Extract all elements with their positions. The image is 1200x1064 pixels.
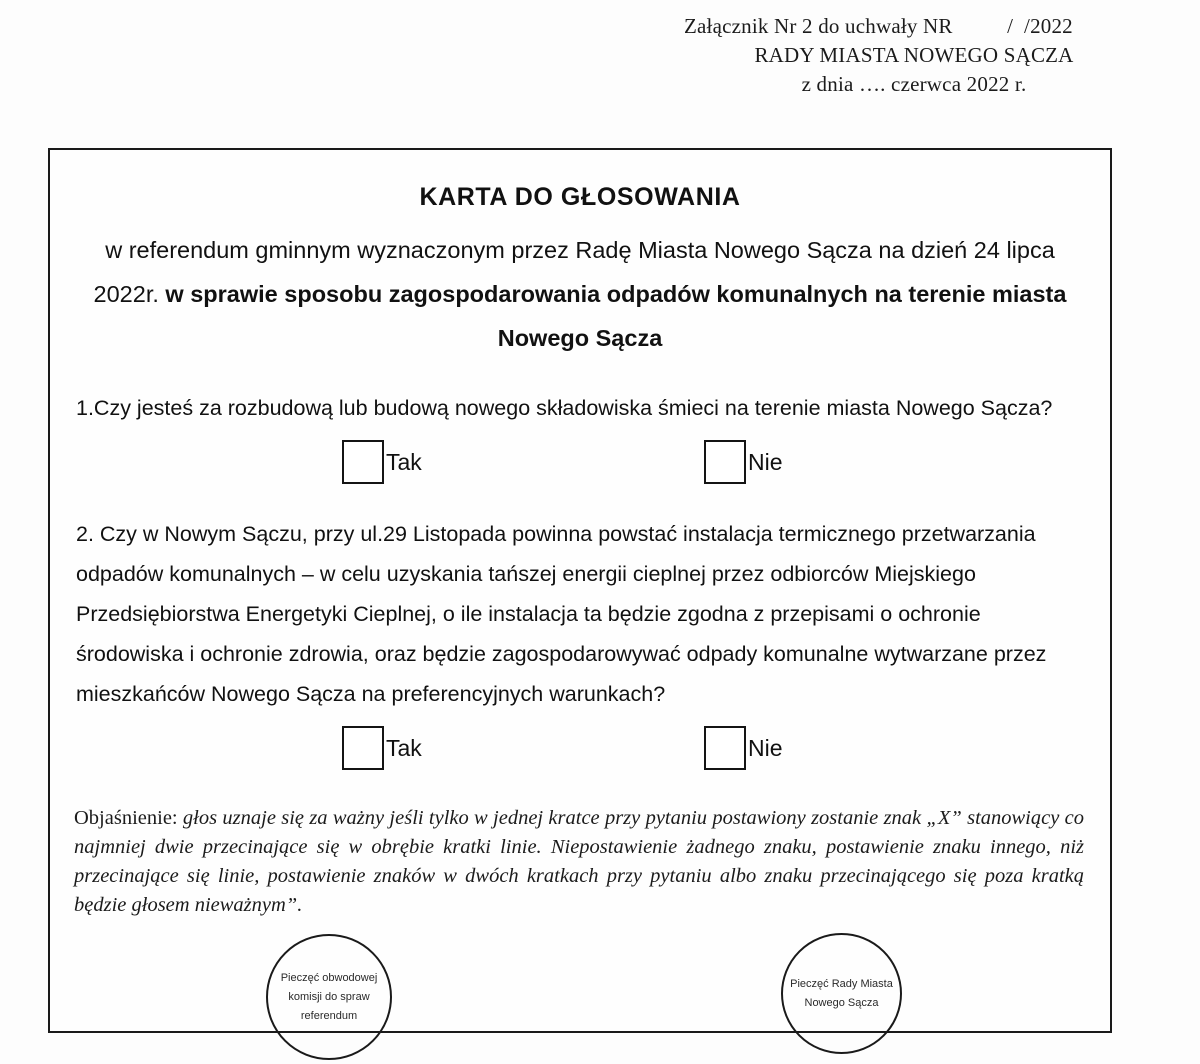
stamp-commission-label: Pieczęć obwodowej komisji do spraw referendum <box>280 971 378 1022</box>
question-1 <box>64 388 1096 428</box>
question-1-answers <box>64 434 1096 492</box>
question-1-option-yes[interactable] <box>342 440 422 484</box>
ballot-card <box>48 148 1112 1033</box>
question-1-text: 1.Czy jesteś za rozbudową lub budową nowego składowiska śmieci na terenie miasta Nowego Sącza? <box>76 396 1053 420</box>
question-1-label-yes: Tak <box>386 448 422 475</box>
question-2 <box>64 514 1096 714</box>
question-2-checkbox-no[interactable] <box>704 726 746 770</box>
stamp-council <box>781 933 902 1054</box>
question-2-label-yes: Tak <box>386 734 422 761</box>
question-1-label-no: Nie <box>748 448 783 475</box>
document-header <box>640 12 1188 99</box>
document-header-line-3: z dnia …. czerwca 2022 r. <box>801 72 1027 96</box>
document-header-line-2: RADY MIASTA NOWEGO SĄCZA <box>754 43 1074 67</box>
question-2-option-yes[interactable] <box>342 726 422 770</box>
document-header-line-1: Załącznik Nr 2 do uchwały NR / /2022 <box>684 14 1073 38</box>
question-2-label-no: Nie <box>748 734 783 761</box>
question-1-checkbox-yes[interactable] <box>342 440 384 484</box>
ballot-subtitle <box>64 228 1096 360</box>
explanation-lead: Objaśnienie: <box>74 807 178 829</box>
question-1-checkbox-no[interactable] <box>704 440 746 484</box>
ballot-subtitle-bold: w sprawie sposobu zagospodarowania odpadów komunalnych na terenie miasta Nowego Sącza <box>165 281 1067 351</box>
explanation-paragraph <box>64 804 1096 920</box>
question-2-option-no[interactable] <box>704 726 783 770</box>
ballot-subtitle-plain: w referendum gminnym wyznaczonym przez Radę Miasta Nowego Sącza na dzień 24 lipca 2022r. <box>93 237 1055 307</box>
question-2-checkbox-yes[interactable] <box>342 726 384 770</box>
question-2-answers <box>64 720 1096 778</box>
ballot-title: KARTA DO GŁOSOWANIA <box>419 183 741 211</box>
stamp-council-label: Pieczęć Rady Miasta Nowego Sącza <box>790 977 893 1009</box>
question-2-text: 2. Czy w Nowym Sączu, przy ul.29 Listopada powinna powstać instalacja termicznego przetwarzania odpadów komunalnych – w celu uzyskania tańszej energii cieplnej przez odbiorców Miejskiego Przedsiębiorstwa Energetyki Cieplnej, o ile instalacja ta będzie zgodna z przepisami o ochronie środowiska i ochronie zdrowia, oraz będzie zagospodarowywać odpady komunalne wytwarzane przez mieszkańców Nowego Sącza na preferencyjnych warunkach? <box>76 522 1047 706</box>
explanation-body: głos uznaje się za ważny jeśli tylko w jednej kratce przy pytaniu postawiony zostanie znak „X” stanowiący co najmniej dwie przecinające się w obrębie kratki linie. Niepostawienie żadnego znaku, postawienie znaku innego, niż przecinające się linie, postawienie znaków w dwóch kratkach przy pytaniu albo znaku przecinającego się poza kratką będzie głosem nieważnym”. <box>74 807 1084 916</box>
stamp-commission <box>266 934 392 1060</box>
question-1-option-no[interactable] <box>704 440 783 484</box>
